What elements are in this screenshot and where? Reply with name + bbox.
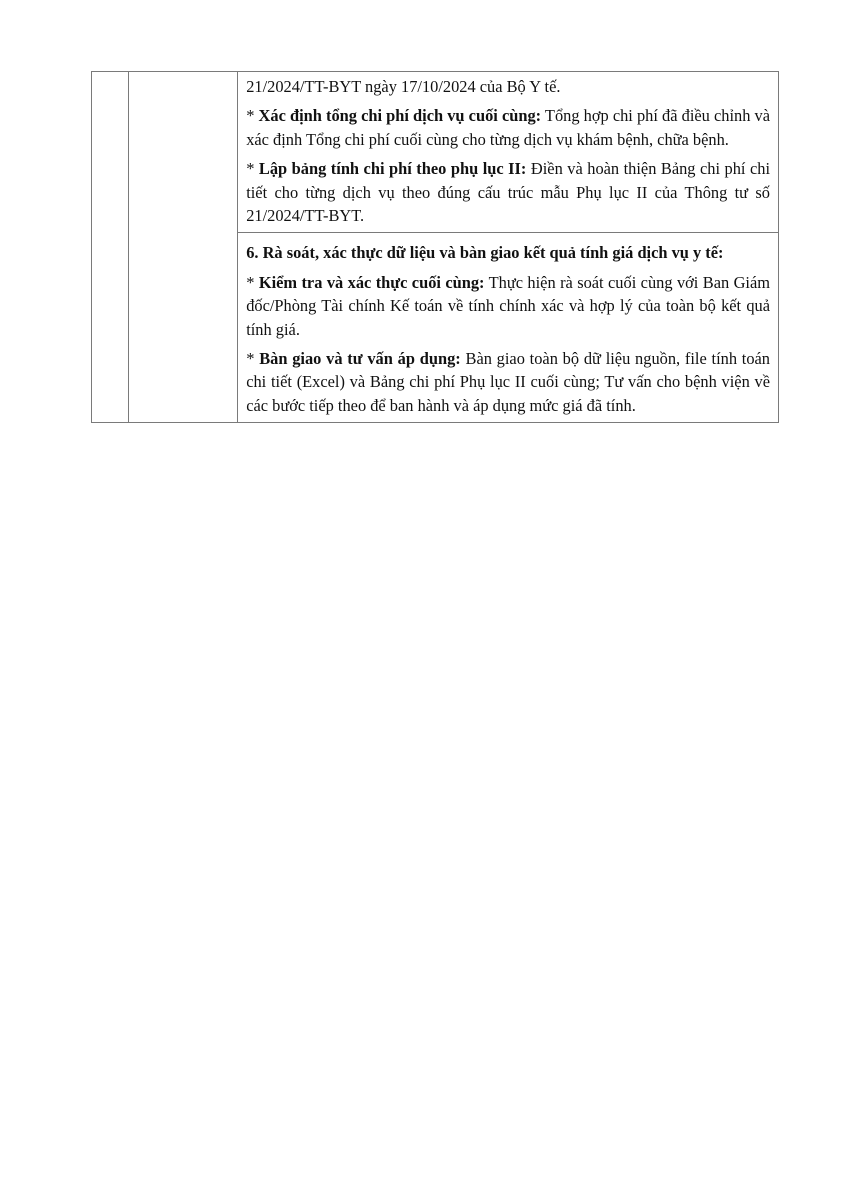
table-cell-stt <box>92 72 129 423</box>
paragraph-final-check <box>246 271 770 341</box>
bold-label: Xác định tổng chi phí dịch vụ cuối cùng: <box>258 106 542 126</box>
section-heading: 6. Rà soát, xác thực dữ liệu và bàn giao kết quả tính giá dịch vụ y tế: <box>246 243 724 263</box>
paragraph-text: Bàn giao toàn bộ dữ liệu nguồn, file tính toán chi tiết (Excel) và Bảng chi phí Phụ lục II cuối cùng; Tư vấn cho bệnh viện về các bước tiếp theo để ban hành và áp dụng mức giá đã tính. <box>246 349 771 415</box>
table-cell-content-2 <box>238 233 779 423</box>
bold-label: Kiểm tra và xác thực cuối cùng: <box>258 272 485 292</box>
paragraph-intro: 21/2024/TT-BYT ngày 17/10/2024 của Bộ Y tế. <box>246 77 561 96</box>
paragraph-handover <box>246 347 770 417</box>
paragraph-text: Điền và hoàn thiện Bảng chi phí chi tiết cho từng dịch vụ theo đúng cấu trúc mẫu Phụ lục II của Thông tư số 21/2024/TT-BYT. <box>246 159 771 226</box>
bullet-prefix: * <box>246 349 260 369</box>
table-cell-content-1 <box>238 72 779 233</box>
paragraph-cost-table <box>246 157 770 227</box>
bold-label: Lập bảng tính chi phí theo phụ lục II: <box>258 159 527 179</box>
document-table <box>91 71 779 423</box>
bullet-prefix: * <box>246 159 259 179</box>
table-cell-item <box>129 72 238 423</box>
paragraph-text: Thực hiện rà soát cuối cùng với Ban Giám đốc/Phòng Tài chính Kế toán về tính chính xác và hợp lý của toàn bộ kết quả tính giá. <box>246 272 771 339</box>
bullet-prefix: * <box>246 106 259 126</box>
paragraph-text: Tổng hợp chi phí đã điều chỉnh và xác định Tổng chi phí cuối cùng cho từng dịch vụ khám bệnh, chữa bệnh. <box>246 106 771 149</box>
bold-label: Bàn giao và tư vấn áp dụng: <box>259 349 461 369</box>
bullet-prefix: * <box>246 272 259 292</box>
paragraph-final-cost <box>246 104 770 151</box>
table-row <box>92 72 779 233</box>
